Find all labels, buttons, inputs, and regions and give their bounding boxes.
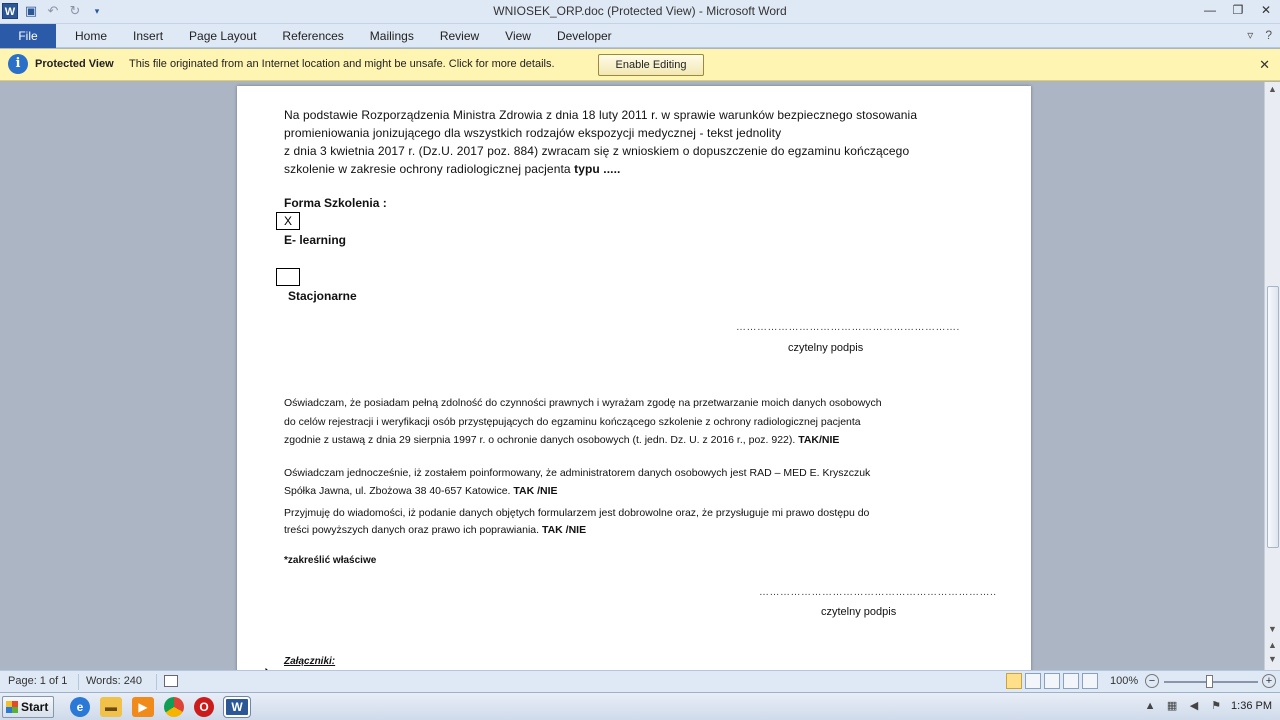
training-form-label: Forma Szkolenia :: [284, 196, 387, 210]
redo-icon[interactable]: ↻: [69, 3, 81, 18]
scroll-up-icon[interactable]: ▲: [1268, 84, 1277, 94]
volume-icon[interactable]: ◀: [1189, 700, 1199, 712]
network-icon[interactable]: ▦: [1166, 700, 1178, 712]
access-line-1: Przyjmuję do wiadomości, iż podanie danych objętych formularzem jest dobrowolne oraz, że przysługuje mi prawo dostępu do: [284, 507, 870, 519]
signature-line-2: …………………………………………………………..: [759, 587, 997, 598]
tab-mailings[interactable]: Mailings: [369, 29, 414, 43]
word-app-icon[interactable]: W: [2, 3, 18, 19]
consent-line-2: do celów rejestracji i weryfikacji osób przystępujących do egzaminu kończącego szkolenie z ochrony radiologicznej pacjenta: [284, 415, 861, 428]
option-stacjonarne: Stacjonarne: [288, 289, 357, 303]
print-layout-icon[interactable]: [1006, 673, 1022, 689]
scroll-thumb[interactable]: [1267, 286, 1279, 548]
consent-line-3-text: zgodnie z ustawą z dnia 29 sierpnia 1997 r. o ochronie danych osobowych (t. jedn. Dz. U. z 2016 r., poz. 922).: [284, 434, 799, 446]
enable-editing-button[interactable]: Enable Editing: [598, 54, 704, 76]
vertical-scrollbar[interactable]: [1264, 82, 1280, 670]
admin-line-2-text: Spółka Jawna, ul. Zbożowa 38 40-657 Katowice.: [284, 485, 514, 497]
document-area[interactable]: [0, 82, 1264, 670]
window-controls: [1202, 2, 1274, 18]
taskbar-pinned: [70, 697, 250, 717]
tray-expand-icon[interactable]: ▲: [1144, 700, 1156, 712]
windows-logo-icon: [6, 701, 18, 713]
admin-line-2: [284, 482, 994, 500]
protected-view-message[interactable]: This file originated from an Internet location and might be unsafe. Click for more details.: [129, 58, 555, 70]
protected-view-title: Protected View: [35, 58, 114, 70]
tab-page-layout[interactable]: Page Layout: [189, 29, 257, 43]
admin-tak-nie: TAK /NIE: [513, 485, 558, 497]
access-paragraph: [284, 505, 994, 539]
status-divider: [78, 674, 79, 690]
system-tray: [1143, 699, 1272, 713]
access-line-2: [284, 522, 994, 539]
close-icon[interactable]: ✕: [1260, 3, 1272, 17]
draft-icon[interactable]: [1082, 673, 1098, 689]
close-icon[interactable]: ✕: [1259, 57, 1270, 72]
chrome-icon[interactable]: [164, 697, 184, 717]
tab-insert[interactable]: Insert: [133, 29, 164, 43]
opera-icon[interactable]: O: [194, 697, 214, 717]
intro-line-4-text: szkolenie w zakresie ochrony radiologicznej pacjenta: [284, 162, 575, 176]
start-button[interactable]: [2, 696, 54, 718]
next-page-icon[interactable]: ▼: [1268, 654, 1277, 664]
minimize-icon[interactable]: —: [1204, 3, 1216, 17]
full-screen-reading-icon[interactable]: [1025, 673, 1041, 689]
checkbox-stacjonarne[interactable]: [276, 268, 300, 286]
internet-explorer-icon[interactable]: e: [70, 697, 90, 717]
checkbox-e-learning[interactable]: X: [276, 212, 300, 230]
tab-view[interactable]: View: [505, 29, 531, 43]
proofing-icon[interactable]: [164, 675, 178, 687]
document-page[interactable]: [237, 86, 1031, 670]
consent-line-3: [284, 431, 994, 450]
clock[interactable]: 1:36 PM: [1231, 700, 1272, 712]
signature-label-2: czytelny podpis: [821, 606, 897, 618]
customize-qat-icon[interactable]: ▾: [94, 6, 100, 16]
page-count[interactable]: Page: 1 of 1: [8, 675, 68, 687]
ribbon-tabs: [0, 24, 1280, 48]
consent-line-1: Oświadczam, że posiadam pełną zdolność do czynności prawnych i wyrażam zgodę na przetwarzanie moich danych osobowych: [284, 397, 882, 409]
previous-page-icon[interactable]: ▲: [1268, 640, 1277, 650]
web-layout-icon[interactable]: [1044, 673, 1060, 689]
start-label: Start: [21, 700, 49, 714]
intro-line-3: z dnia 3 kwietnia 2017 r. (Dz.U. 2017 poz. 884) zwracam się z wnioskiem o dopuszczenie do egzaminu kończącego: [284, 144, 910, 158]
tab-review[interactable]: Review: [439, 29, 480, 43]
help-icon[interactable]: ?: [1265, 28, 1272, 42]
explorer-folder-icon[interactable]: ▬: [100, 697, 122, 717]
attachments-heading: Załączniki:: [284, 656, 336, 667]
ribbon-minimize-icon[interactable]: ▿: [1247, 28, 1254, 42]
media-player-icon[interactable]: ▶: [132, 697, 154, 717]
signature-label: czytelny podpis: [788, 342, 864, 354]
access-line-2-text: treści powyższych danych oraz prawo ich poprawiania.: [284, 524, 542, 536]
option-e-learning: E- learning: [284, 233, 347, 247]
maximize-icon[interactable]: ❐: [1232, 3, 1244, 17]
ribbon-right-controls: [1247, 28, 1272, 42]
status-bar: [0, 670, 1280, 692]
consent-paragraph: [284, 394, 994, 450]
intro-line-1: Na podstawie Rozporządzenia Ministra Zdrowia z dnia 18 luty 2011 r. w sprawie warunków bezpiecznego stosowania: [284, 108, 918, 122]
action-center-flag-icon[interactable]: ⚑: [1211, 700, 1221, 712]
access-tak-nie: TAK /NIE: [541, 524, 587, 536]
status-divider: [156, 674, 157, 690]
footnote: *zakreślić właściwe: [284, 555, 377, 566]
word-count[interactable]: Words: 240: [86, 675, 143, 687]
tab-home[interactable]: Home: [75, 29, 108, 43]
save-icon[interactable]: ▣: [24, 3, 38, 18]
title-bar: [0, 0, 1280, 24]
zoom-level[interactable]: 100%: [1110, 675, 1139, 687]
outline-icon[interactable]: [1063, 673, 1079, 689]
zoom-in-icon[interactable]: +: [1262, 674, 1276, 688]
undo-icon[interactable]: ↶: [47, 3, 59, 18]
info-icon: i: [8, 54, 28, 74]
intro-line-4: [284, 160, 994, 178]
tab-developer[interactable]: Developer: [556, 29, 612, 43]
intro-paragraph: [284, 106, 994, 178]
window-title: WNIOSEK_ORP.doc (Protected View) - Microsoft Word: [493, 4, 787, 18]
intro-type-bold: typu .....: [574, 162, 621, 176]
admin-paragraph: [284, 464, 994, 500]
ribbon-tab-list: [62, 24, 625, 48]
signature-line: ……………………………………………………….: [736, 322, 960, 333]
zoom-out-icon[interactable]: −: [1145, 674, 1159, 688]
admin-line-1: Oświadczam jednocześnie, iż zostałem poinformowany, że administratorem danych osobowych jest RAD – MED E. Kryszczuk: [284, 467, 871, 479]
tab-file[interactable]: File: [0, 24, 56, 48]
word-taskbar-icon[interactable]: W: [224, 697, 250, 717]
consent-tak-nie: TAK/NIE: [798, 434, 840, 446]
view-buttons: [1006, 673, 1098, 689]
tab-references[interactable]: References: [282, 29, 344, 43]
scroll-down-icon[interactable]: ▼: [1268, 624, 1277, 634]
taskbar: [0, 692, 1280, 720]
intro-line-2: promieniowania jonizującego dla wszystkich rodzajów ekspozycji medycznej - tekst jednolity: [284, 126, 782, 140]
zoom-slider-thumb[interactable]: [1206, 675, 1213, 688]
protected-view-bar: [0, 49, 1280, 81]
